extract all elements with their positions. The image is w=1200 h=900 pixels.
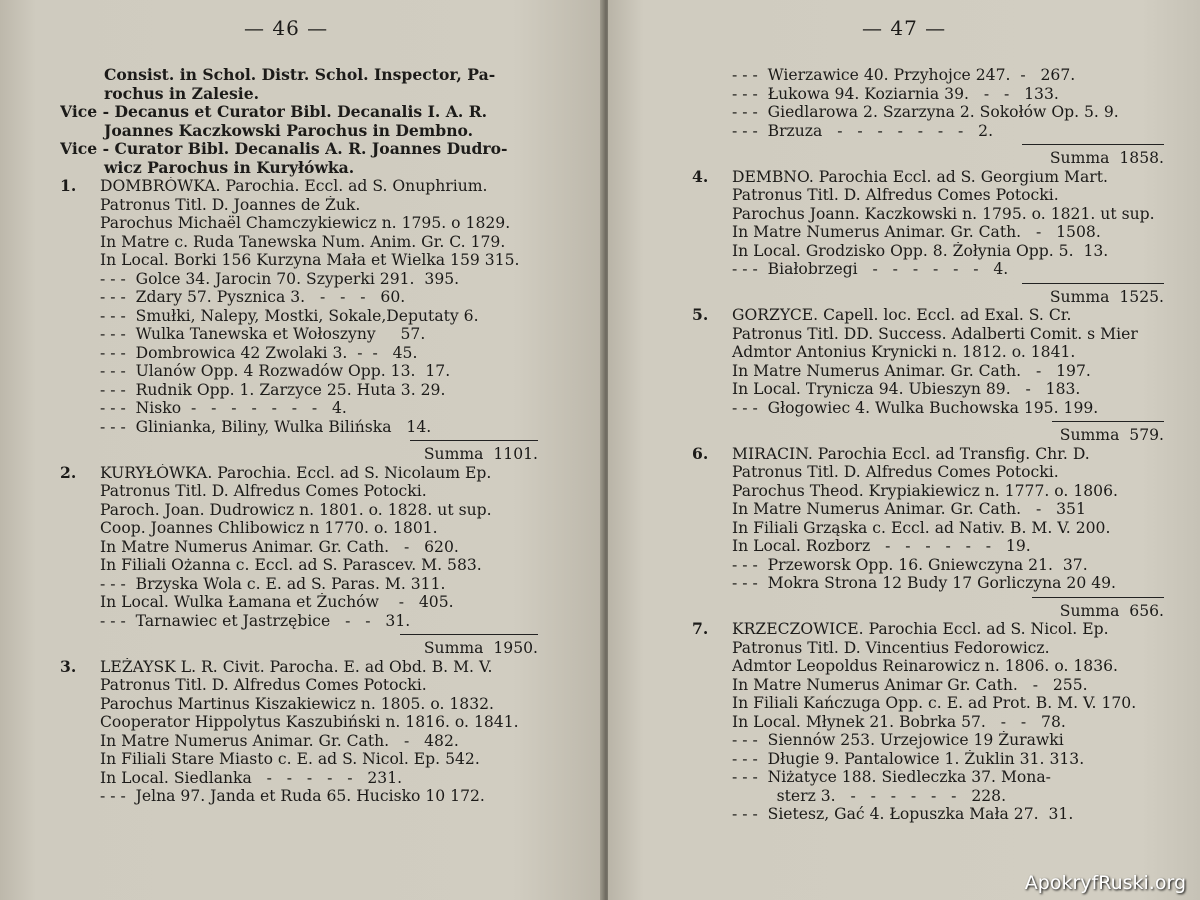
entry-line: In Matre c. Ruda Tanewska Num. Anim. Gr. C. 179. (100, 232, 506, 251)
entry-line: Patronus Titl. D. Joannes de Żuk. (100, 195, 361, 214)
entry-line: Admtor Antonius Krynicki n. 1812. o. 1841. (732, 343, 1076, 361)
parish-title: KURYŁÓWKA. Parochia. Eccl. ad S. Nicolaum Ep. (100, 463, 492, 482)
summa: Summa 656. (1059, 601, 1164, 620)
entry-line: In Local. Rozborz - - - - - - 19. (732, 537, 1031, 555)
entry-line: In Filiali Ożanna c. Eccl. ad S. Parascev. M. 583. (100, 556, 482, 574)
entry-line: Cooperator Hippolytus Kaszubiński n. 1816. o. 1841. (100, 713, 519, 731)
entry-line: - - - Golce 34. Jarocin 70. Szyperki 291. 395. (100, 269, 460, 288)
entry-line: Patronus Titl. D. Alfredus Comes Potocki. (732, 186, 1059, 204)
entry-line: In Local. Grodzisko Opp. 8. Żołynia Opp. 5. 13. (732, 241, 1109, 260)
entry-line: - - - Wulka Tanewska et Wołoszyny 57. (100, 325, 426, 343)
entry-line: In Local. Siedlanka - - - - - 231. (100, 768, 403, 787)
parish-title: KRZECZOWICE. Parochia Eccl. ad S. Nicol. Ep. (732, 620, 1109, 638)
sum-rule (1022, 144, 1164, 145)
entry-line: In Filiali Stare Miasto c. E. ad S. Nicol. Ep. 542. (100, 750, 480, 768)
left-content (60, 66, 538, 806)
entry-line: - - - Dombrowica 42 Zwolaki 3. - - 45. (100, 343, 418, 362)
entry-line: - - - Brzyska Wola c. E. ad S. Paras. M. 311. (100, 574, 446, 593)
entry-line: - - - Zdary 57. Pysznica 3. - - - 60. (100, 288, 406, 306)
entry-number: 5. (692, 306, 709, 324)
sum-rule (1032, 597, 1164, 598)
parish-title: LEŻAYSK L. R. Civit. Parocha. E. ad Obd. B. M. V. (100, 657, 493, 676)
intro-line: Vice - Curator Bibl. Decanalis A. R. Joannes Dudro- (60, 140, 508, 158)
entry-line: Patronus Titl. DD. Success. Adalberti Comit. s Mier (732, 324, 1138, 343)
entry-line: - - - Mokra Strona 12 Budy 17 Gorliczyna 20 49. (732, 574, 1117, 592)
parish-entry (692, 168, 1164, 307)
parish-title: GORZYCE. Capell. loc. Eccl. ad Exal. S. Cr. (732, 306, 1072, 324)
entry-line: Patronus Titl. D. Alfredus Comes Potocki. (100, 482, 427, 500)
summa: Summa 1101. (423, 445, 538, 463)
entry-line: - - - Glinianka, Biliny, Wulka Bilińska 14. (100, 417, 432, 436)
parish-entry (60, 464, 538, 658)
entry-number: 6. (692, 444, 709, 463)
entry-line: - - - Nisko - - - - - - - 4. (100, 399, 347, 417)
entry-line: - - - Niżatyce 188. Siedleczka 37. Mona- (732, 768, 1051, 786)
entry-line: In Matre Numerus Animar. Gr. Cath. - 351 (732, 500, 1086, 518)
entry-line: In Local. Młynek 21. Bobrka 57. - - 78. (732, 712, 1066, 731)
entry-line: - - - Brzuza - - - - - - - 2. (732, 121, 994, 140)
parish-entry (692, 620, 1164, 824)
right-content (692, 66, 1164, 824)
entry-line: - - - Długie 9. Pantalowice 1. Żuklin 31. 313. (732, 749, 1085, 768)
sum-rule (1052, 421, 1164, 422)
entry-line: - - - Głogowiec 4. Wulka Buchowska 195. 199. (732, 398, 1099, 417)
entry-line: - - - Rudnik Opp. 1. Zarzyce 25. Huta 3. 29. (100, 380, 446, 399)
entry-line: Coop. Joannes Chlibowicz n 1770. o. 1801. (100, 519, 438, 537)
entry-line: Parochus Theod. Krypiakiewicz n. 1777. o. 1806. (732, 481, 1118, 500)
entry-line: In Matre Numerus Animar. Gr. Cath. - 482. (100, 731, 459, 750)
entry-line: In Matre Numerus Animar. Gr. Cath. - 197. (732, 361, 1091, 380)
entry-line: Parochus Joann. Kaczkowski n. 1795. o. 1821. ut sup. (732, 204, 1155, 223)
entry-number: 1. (60, 177, 77, 195)
entry-line: In Filiali Kańczuga Opp. c. E. ad Prot. B. M. V. 170. (732, 694, 1137, 712)
entry-line: In Local. Trynicza 94. Ubieszyn 89. - 183. (732, 380, 1081, 398)
parish-entry (60, 658, 538, 806)
intro-line: wicz Parochus in Kuryłówka. (104, 158, 355, 177)
entry-line: Patronus Titl. D. Vincentius Fedorowicz. (732, 638, 1050, 657)
entry-number: 2. (60, 463, 77, 482)
entry-line: - - - Jelna 97. Janda et Ruda 65. Hucisko 10 172. (100, 787, 485, 805)
entry-line: - - - Łukowa 94. Koziarnia 39. - - 133. (732, 84, 1059, 103)
sum-rule (400, 634, 538, 635)
entry-number: 7. (692, 620, 709, 638)
watermark: ApokryfRuski.org (1024, 872, 1186, 894)
entry-line: In Local. Wulka Łamana et Żuchów - 405. (100, 593, 454, 611)
entry-line: Patronus Titl. D. Alfredus Comes Potocki. (732, 463, 1059, 481)
intro-line: Vice - Decanus et Curator Bibl. Decanalis I. A. R. (60, 103, 488, 121)
parish-title: DOMBRÓWKA. Parochia. Eccl. ad S. Onuphrium. (100, 177, 488, 195)
parish-title: MIRACIN. Parochia Eccl. ad Transfig. Chr. D. (732, 444, 1090, 463)
entry-line: - - - Wierzawice 40. Przyhojce 247. - 267. (732, 66, 1076, 84)
parish-title: DEMBNO. Parochia Eccl. ad S. Georgium Mart. (732, 167, 1108, 186)
entry-line: - - - Białobrzegi - - - - - - 4. (732, 260, 1009, 278)
entry-number: 3. (60, 657, 77, 676)
right-page (608, 0, 1200, 900)
intro-line: Joannes Kaczkowski Parochus in Dembno. (104, 121, 474, 140)
summa: Summa 1525. (1049, 287, 1164, 306)
entry-line: In Local. Borki 156 Kurzyna Mała et Wielka 159 315. (100, 251, 520, 269)
entry-line: Parochus Michaël Chamczykiewicz n. 1795. o 1829. (100, 214, 511, 232)
entry-line: - - - Przeworsk Opp. 16. Gniewczyna 21. 37. (732, 555, 1088, 574)
entry-line: Patronus Titl. D. Alfredus Comes Potocki. (100, 676, 427, 694)
entry-line: Paroch. Joan. Dudrowicz n. 1801. o. 1828. ut sup. (100, 500, 492, 519)
summa: Summa 1858. (1049, 149, 1164, 167)
entry-line: Parochus Martinus Kiszakiewicz n. 1805. o. 1832. (100, 694, 495, 713)
sum-rule (410, 440, 538, 441)
parish-entry (692, 445, 1164, 621)
intro-line: rochus in Zalesie. (104, 84, 260, 103)
parish-entry (60, 177, 538, 464)
entry-line: - - - Smułki, Nalepy, Mostki, Sokale,Deputaty 6. (100, 306, 479, 325)
parish-entry (692, 306, 1164, 445)
entry-line: sterz 3. - - - - - - 228. (732, 786, 1007, 805)
page-number: — 47 — (862, 16, 947, 40)
entry-line: - - - Tarnawiec et Jastrzębice - - 31. (100, 611, 411, 630)
entry-line: In Matre Numerus Animar. Gr. Cath. - 620. (100, 537, 459, 556)
entry-line: In Matre Numerus Animar Gr. Cath. - 255. (732, 675, 1088, 694)
summa: Summa 1950. (423, 639, 538, 657)
entry-line: - - - Giedlarowa 2. Szarzyna 2. Sokołów Op. 5. 9. (732, 103, 1119, 121)
entry-line: - - - Sietesz, Gać 4. Łopuszka Mała 27. 31. (732, 805, 1074, 823)
entry-number: 4. (692, 167, 709, 186)
entry-line: Admtor Leopoldus Reinarowicz n. 1806. o. 1836. (732, 657, 1119, 675)
entry-line: In Filiali Grząska c. Eccl. ad Nativ. B. M. V. 200. (732, 518, 1111, 537)
entry-line: - - - Siennów 253. Urzejowice 19 Żurawki (732, 731, 1064, 749)
entry-line: - - - Ulanów Opp. 4 Rozwadów Opp. 13. 17. (100, 362, 451, 380)
entry-line: In Matre Numerus Animar. Gr. Cath. - 1508. (732, 223, 1101, 241)
summa: Summa 579. (1059, 426, 1164, 444)
sum-rule (1022, 283, 1164, 284)
page-number: — 46 — (244, 16, 329, 40)
intro-line: Consist. in Schol. Distr. Schol. Inspector, Pa- (104, 66, 496, 84)
